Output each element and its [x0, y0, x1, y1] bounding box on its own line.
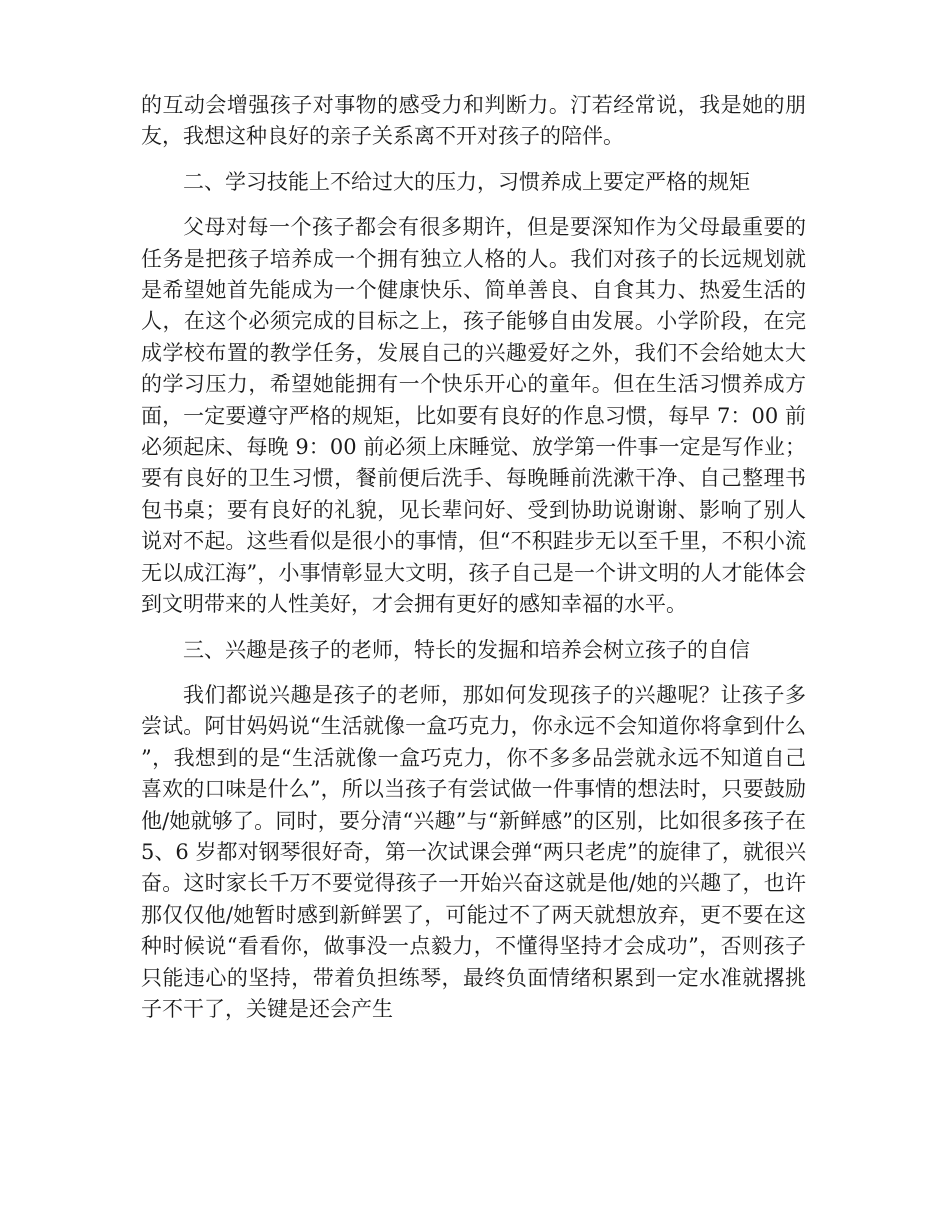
paragraph-section-3: 我们都说兴趣是孩子的老师，那如何发现孩子的兴趣呢？让孩子多尝试。阿甘妈妈说“生活就像一盒巧克力，你永远不会知道你将拿到什么”，我想到的是“生活就像一盒巧克力，你不多多品尝就永远不知道自己喜欢的口味是什么”，所以当孩子有尝试做一件事情的想法时，只要鼓励他/她就够了。同时，要分清“兴趣”与“新鲜感”的区别，比如很多孩子在 5、6 岁都对钢琴很好奇，第一次试课会弹“两只老虎”的旋律了，就很兴奋。这时家长千万不要觉得孩子一开始兴奋这就是他/她的兴趣了，也许那仅仅他/她暂时感到新鲜罢了，可能过不了两天就想放弃，更不要在这种时候说“看看你，做事没一点毅力，不懂得坚持才会成功”，否则孩子只能违心的坚持，带着负担练琴，最终负面情绪积累到一定水准就撂挑子不干了，关键是还会产生: [141, 682, 806, 1021]
section-heading-3: 三、兴趣是孩子的老师，特长的发掘和培养会树立孩子的自信: [183, 637, 750, 662]
paragraph-section-2: 父母对每一个孩子都会有很多期许，但是要深知作为父母最重要的任务是把孩子培养成一个拥有独立人格的人。我们对孩子的长远规划就是希望她首先能成为一个健康快乐、简单善良、自食其力、热爱生活的人，在这个必须完成的目标之上，孩子能够自由发展。小学阶段，在完成学校布置的教学任务，发展自己的兴趣爱好之外，我们不会给她太大的学习压力，希望她能拥有一个快乐开心的童年。但在生活习惯养成方面，一定要遵守严格的规矩，比如要有良好的作息习惯，每早 7：00 前必须起床、每晚 9：00 前必须上床睡觉、放学第一件事一定是写作业；要有良好的卫生习惯，餐前便后洗手、每晚睡前洗漱干净、自己整理书包书桌；要有良好的礼貌，见长辈问好、受到协助说谢谢、影响了别人说对不起。这些看似是很小的事情，但“不积跬步无以至千里，不积小流无以成江海”，小事情彰显大文明，孩子自己是一个讲文明的人才能体会到文明带来的人性美好，才会拥有更好的感知幸福的水平。: [141, 215, 806, 617]
section-heading-2: 二、学习技能上不给过大的压力，习惯养成上要定严格的规矩: [183, 169, 750, 194]
document-body: [141, 90, 806, 1039]
paragraph-continued: 的互动会增强孩子对事物的感受力和判断力。汀若经常说，我是她的朋友，我想这种良好的亲子关系离不开对孩子的陪伴。: [141, 93, 806, 149]
